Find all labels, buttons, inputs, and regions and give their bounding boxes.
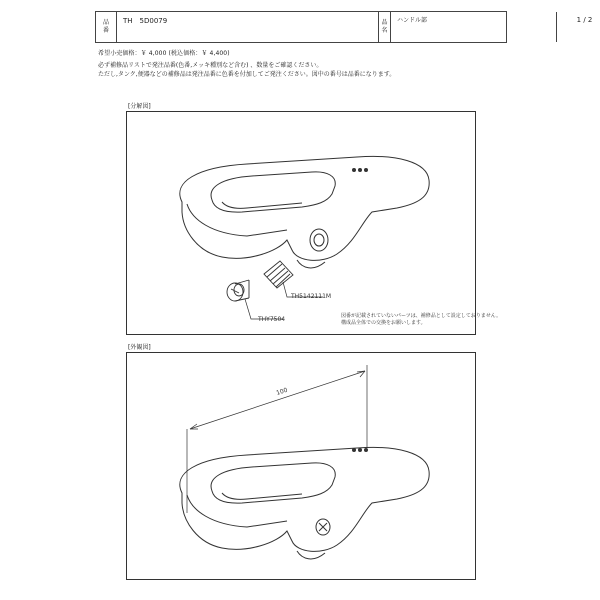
external-view-frame <box>126 352 476 580</box>
footnote-1: 図番が記載されていないパーツは、補修品として設定しておりません。 <box>341 313 502 319</box>
handle-body <box>180 156 429 268</box>
header-table <box>95 11 593 43</box>
hinban-label-2: 番 <box>102 27 109 34</box>
order-note-2: ただし,タンク,便器などの補修品は発注品番に色番を付加してご発注ください。図中の番号は品番になります。 <box>98 71 396 78</box>
page-number: 1 / 2 <box>576 16 593 24</box>
hinban-label-1: 品 <box>102 19 109 26</box>
leader-lines <box>245 282 323 319</box>
hinmei-label <box>379 12 391 42</box>
handle-body-external <box>180 447 429 559</box>
logo-mark-external <box>352 448 368 452</box>
hinmei-label-1: 品 <box>381 19 388 26</box>
cap-part <box>227 280 249 301</box>
hinban-value: TH 5D0079 <box>117 12 379 42</box>
external-view-label: [外観図] <box>128 344 151 351</box>
order-note-1: 必ず補修品リストで発注品番(色番,メッキ種別など含む) 、数量をご確認ください。 <box>98 62 323 69</box>
external-view-drawing <box>127 353 477 581</box>
exploded-view-frame <box>126 111 502 335</box>
dimension-line <box>187 365 367 513</box>
part-code-cap: THY7504 <box>258 316 286 323</box>
retail-price: 希望小売価格：￥ 4,000 (税込価格：￥ 4,400) <box>98 50 230 57</box>
hinban-label <box>96 12 117 42</box>
exploded-view-drawing <box>127 112 502 336</box>
part-code-screw: TH5142111M <box>291 293 332 300</box>
logo-mark <box>352 168 368 172</box>
exploded-view-label: [分解図] <box>128 103 151 110</box>
hinmei-label-2: 名 <box>381 27 388 34</box>
screw-part <box>264 261 293 288</box>
footnote-2: 構成品全体での交換をお願いします。 <box>341 320 426 326</box>
dimension-value: 100 <box>275 386 289 397</box>
part-name: ハンドル部 <box>391 12 557 42</box>
